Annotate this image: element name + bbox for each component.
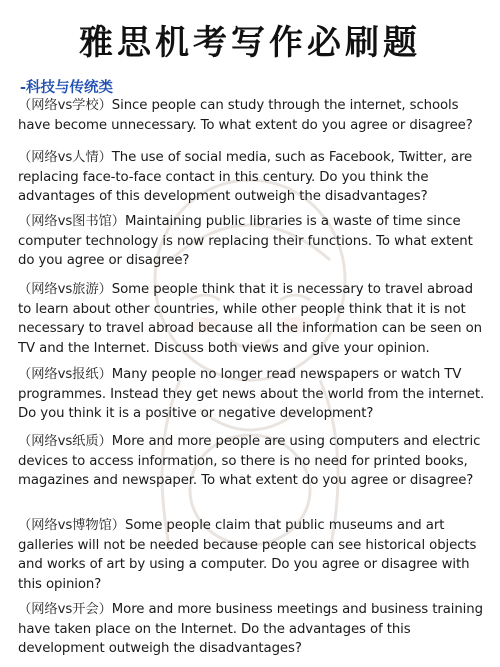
page-title: 雅思机考写作必刷题 [79, 23, 421, 63]
question-item [18, 365, 488, 424]
question-tag: （网络vs博物馆） [18, 518, 125, 533]
question-text: Maintaining public libraries is a waste of time since computer technology is now replacing their functions. To what extent do you agree or disagree? [18, 214, 473, 268]
question-text: Since people can study through the internet, schools have become unnecessary. To what extent do you agree or disagree? [18, 98, 473, 133]
question-item [18, 600, 488, 659]
question-text: More and more people are using computers and electric devices to access information, so there is no need for printed books, magazines and newspaper. To what extent do you agree or disagree? [18, 434, 481, 488]
question-tag: （网络vs开会） [18, 602, 112, 617]
question-item [18, 212, 488, 271]
question-text: More and more business meetings and business training have taken place on the Internet. Do the advantages of this development outweigh the disadvantages? [18, 602, 483, 656]
question-item [18, 432, 488, 491]
question-item [18, 516, 488, 594]
question-tag: （网络vs旅游） [18, 282, 112, 297]
question-text: Some people claim that public museums and art galleries will not be needed because people can see historical objects and works of art by using a computer. Do you agree or disagree with this opinion? [18, 518, 477, 592]
question-item [18, 280, 488, 358]
question-text: Many people no longer read newspapers or watch TV programmes. Instead they get news about the world from the internet. Do you think it is a positive or negative development? [18, 367, 485, 421]
question-tag: （网络vs学校） [18, 98, 112, 113]
question-text: The use of social media, such as Facebook, Twitter, are replacing face-to-face contact in this century. Do you think the advantages of this development outweigh the disadvantages? [18, 150, 473, 204]
question-item [18, 96, 488, 135]
section-heading: -科技与传统类 [20, 80, 114, 96]
question-item [18, 148, 488, 207]
question-tag: （网络vs报纸） [18, 367, 112, 382]
question-text: Some people think that it is necessary to travel abroad to learn about other countries, while other people think that it is not necessary to travel abroad because all the information can be seen on TV and the Internet. Discuss both views and give your opinion. [18, 282, 482, 356]
question-tag: （网络vs纸质） [18, 434, 112, 449]
question-tag: （网络vs图书馆） [18, 214, 125, 229]
question-tag: （网络vs人情） [18, 150, 112, 165]
